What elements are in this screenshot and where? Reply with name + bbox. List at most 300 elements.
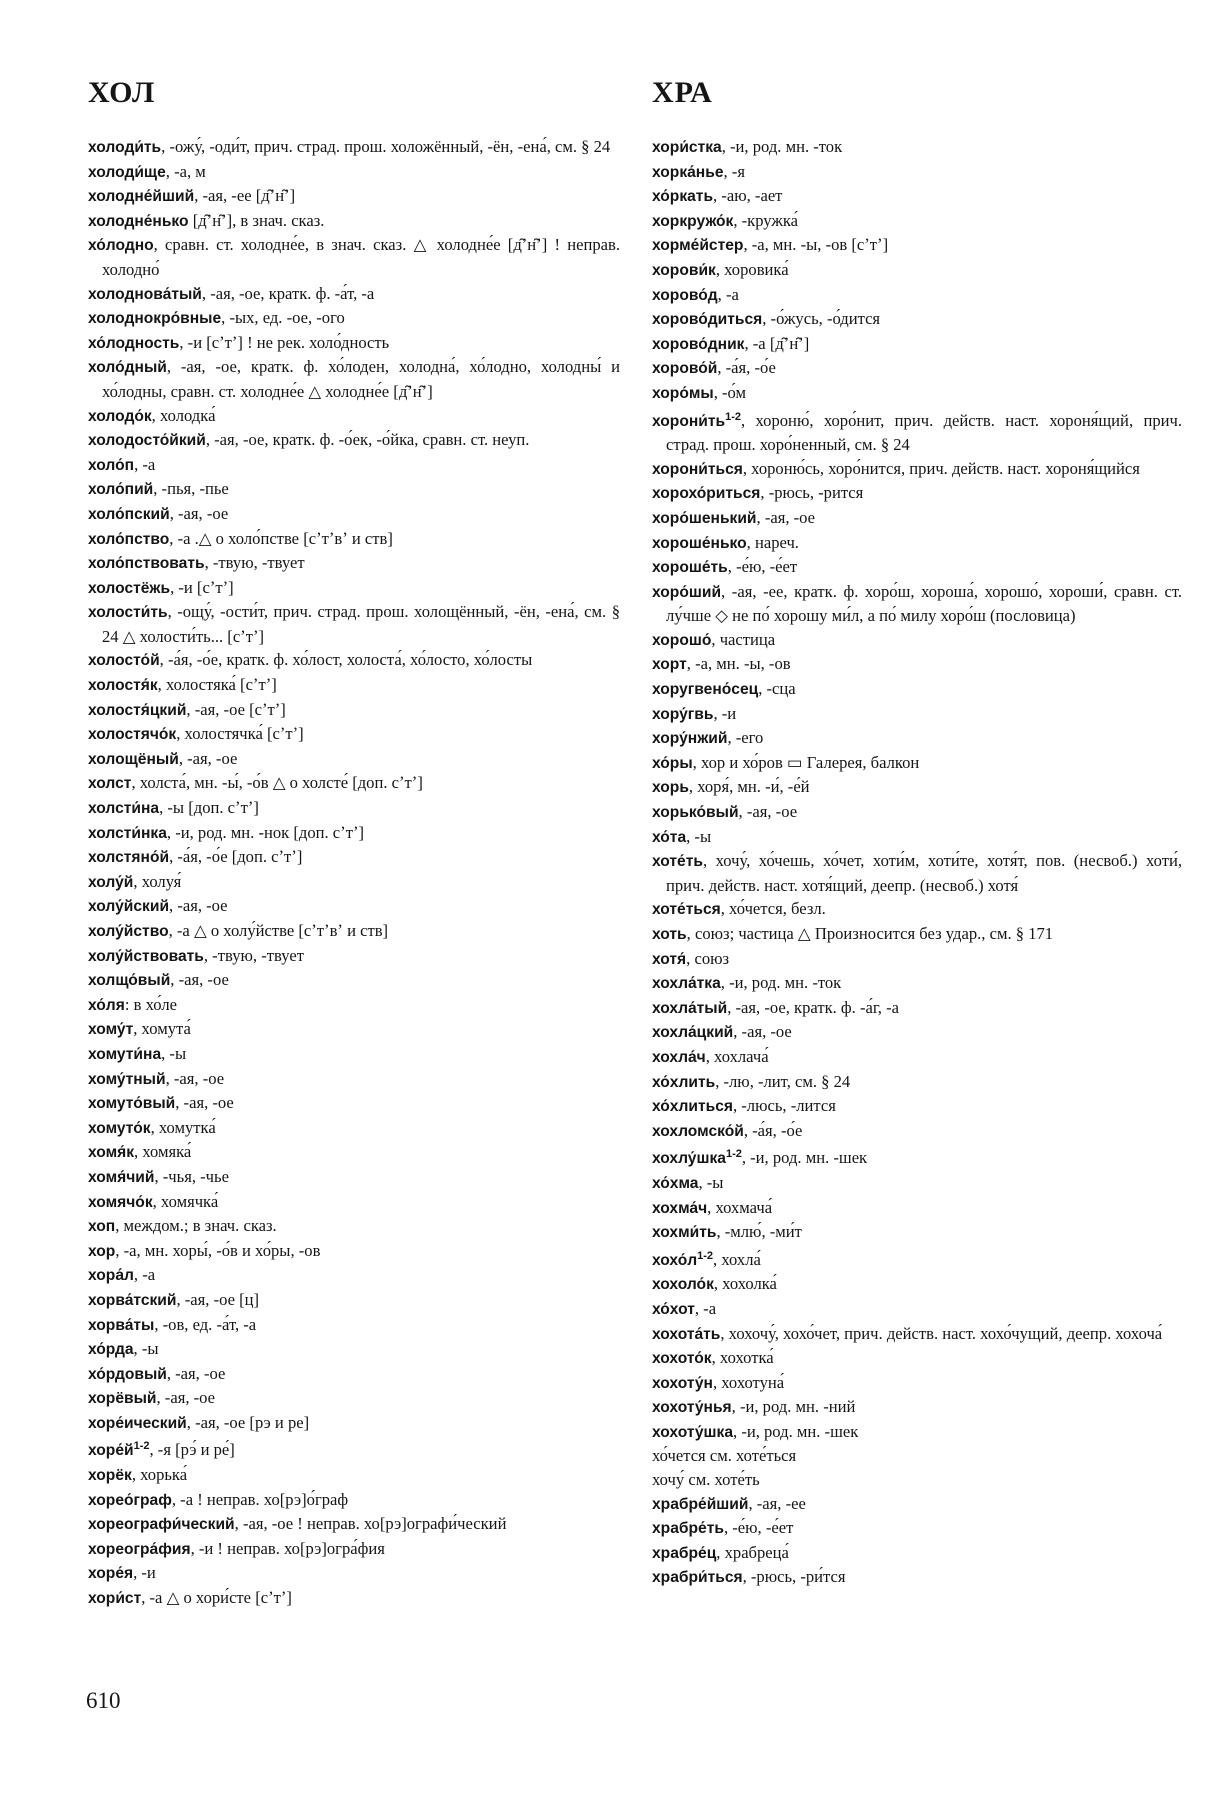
entry-homonym-index: 1-2 bbox=[725, 410, 741, 423]
dictionary-entry bbox=[88, 1512, 620, 1537]
entry-definition: , -и [сʼтʼ] ! не рек. холо́дность bbox=[179, 332, 390, 352]
entry-definition: , -ы bbox=[686, 826, 712, 846]
dictionary-entry bbox=[652, 160, 1182, 185]
dictionary-entry bbox=[88, 1313, 620, 1338]
dictionary-entry bbox=[652, 1346, 1182, 1371]
entry-headword: холодо́к bbox=[88, 407, 152, 425]
entry-headword: хореогра́фия bbox=[88, 1540, 191, 1558]
entry-headword: хохоту́нья bbox=[652, 1399, 732, 1417]
dictionary-entry bbox=[88, 1165, 620, 1190]
entry-headword: хохла́цкий bbox=[652, 1024, 734, 1042]
entry-headword: хоро́шенький bbox=[652, 509, 757, 527]
entry-headword: хо́лодно bbox=[88, 237, 154, 255]
dictionary-entry bbox=[652, 135, 1182, 160]
dictionary-entry bbox=[88, 944, 620, 969]
entry-definition: , нареч. bbox=[746, 532, 799, 552]
dictionary-entry bbox=[88, 1362, 620, 1387]
entry-headword: хорка́нье bbox=[652, 163, 724, 181]
entry-headword: холоди́ще bbox=[88, 163, 166, 181]
entry-definition: хочу́ см. хоте́ть bbox=[652, 1470, 760, 1490]
entry-definition: , -а́я, -о́е bbox=[743, 1120, 803, 1140]
dictionary-entry bbox=[652, 332, 1182, 357]
entry-headword: холощёный bbox=[88, 750, 179, 768]
entry-definition: , -рюсь, -рится bbox=[760, 483, 864, 503]
entry-definition: : в хо́ле bbox=[124, 994, 177, 1014]
entry-headword: хомуто́вый bbox=[88, 1095, 176, 1113]
entry-definition: , -а △ о хори́сте [сʼтʼ] bbox=[141, 1588, 292, 1608]
entry-headword: хорови́к bbox=[652, 261, 716, 279]
dictionary-entry bbox=[88, 821, 620, 846]
dictionary-entry bbox=[88, 1488, 620, 1513]
dictionary-entry bbox=[652, 1220, 1182, 1245]
entry-headword: холостячо́к bbox=[88, 726, 177, 744]
entry-definition: , -ая, -ое ! неправ. хо[рэ]ографи́ческий bbox=[234, 1514, 507, 1534]
entry-headword: хорони́ться bbox=[652, 460, 743, 478]
entry-headword: хоре́й bbox=[88, 1442, 134, 1460]
entry-headword: хоть bbox=[652, 926, 687, 943]
entry-definition: , хохочу́, хохо́чет, прич. действ. наст. хохо́чущий, деепр. хохоча́ bbox=[720, 1323, 1163, 1343]
entry-definition: , холостяка́ [сʼтʼ] bbox=[157, 675, 277, 695]
dictionary-entry bbox=[652, 800, 1182, 825]
entry-definition: , -ы [доп. сʼтʼ] bbox=[159, 798, 259, 818]
entry-definition: , -а ! неправ. хо[рэ]о́граф bbox=[171, 1489, 349, 1509]
entry-headword: холу́йствовать bbox=[88, 947, 204, 965]
entry-headword: хо́хлить bbox=[652, 1073, 716, 1091]
entry-definition: , -ая, -ее [д̑ʼн̑ʼ] bbox=[194, 186, 296, 206]
entry-definition: , хохмача́ bbox=[707, 1197, 773, 1217]
dictionary-entry bbox=[88, 1386, 620, 1411]
entry-headword: холоднокро́вные bbox=[88, 310, 222, 328]
entry-headword: хорово́д bbox=[652, 286, 718, 304]
dictionary-entry bbox=[652, 555, 1182, 580]
entry-headword: холостя́к bbox=[88, 677, 158, 695]
dictionary-entry bbox=[88, 282, 620, 307]
dictionary-entry bbox=[652, 1420, 1182, 1445]
entry-headword: хо́ля bbox=[88, 996, 125, 1014]
dictionary-entry bbox=[652, 209, 1182, 234]
entry-headword: хотя́ bbox=[652, 950, 687, 968]
entry-headword: хо́та bbox=[652, 828, 687, 846]
entry-definition: [д̑ʼн̑ʼ], в знач. сказ. bbox=[188, 210, 325, 230]
dictionary-entry bbox=[652, 184, 1182, 209]
entry-definition: , -а bbox=[133, 1265, 156, 1285]
entry-homonym-index: 1-2 bbox=[697, 1249, 714, 1262]
entry-definition: , -а [д̑ʼн̑ʼ] bbox=[744, 333, 810, 353]
dictionary-entry bbox=[88, 233, 620, 281]
entry-definition: , -ая, -ое bbox=[175, 1093, 234, 1113]
entry-definition: , -а́я, -о́е [доп. сʼтʼ] bbox=[169, 847, 303, 867]
entry-definition: , холодка́ bbox=[151, 405, 216, 425]
dictionary-entry bbox=[652, 233, 1182, 258]
entry-headword: холодне́йший bbox=[88, 188, 195, 206]
entry-definition: , -а, мн. -ы, -ов [сʼтʼ] bbox=[743, 235, 889, 255]
entry-definition: , -и bbox=[133, 1563, 156, 1583]
entry-definition: , -е́ю, -е́ет bbox=[723, 1518, 794, 1538]
dictionary-entry bbox=[652, 897, 1182, 922]
entry-headword: хохла́тый bbox=[652, 999, 728, 1017]
dictionary-entry bbox=[652, 1045, 1182, 1070]
entry-definition: , -ых, ед. -ое, -ого bbox=[221, 308, 345, 328]
dictionary-entry bbox=[88, 796, 620, 821]
dictionary-entry bbox=[88, 1586, 620, 1611]
entry-headword: храбри́ться bbox=[652, 1569, 743, 1587]
entry-headword: хохо́л bbox=[652, 1251, 698, 1269]
entry-headword: хорёк bbox=[88, 1467, 132, 1485]
entry-definition: , -о́жусь, -о́дится bbox=[762, 309, 881, 329]
dictionary-entry bbox=[652, 1245, 1182, 1273]
left-column bbox=[88, 135, 620, 1611]
entry-headword: холо́пский bbox=[88, 505, 170, 523]
entry-headword: хоте́ть bbox=[652, 853, 703, 871]
entry-definition: , -я bbox=[723, 161, 745, 181]
entry-definition: , частица bbox=[711, 629, 776, 649]
entry-headword: холо́п bbox=[88, 456, 135, 474]
entry-definition: , -я [рэ́ и ре́] bbox=[149, 1440, 235, 1460]
entry-headword: холу́й bbox=[88, 873, 134, 891]
dictionary-entry bbox=[88, 1214, 620, 1239]
dictionary-entry bbox=[88, 502, 620, 527]
dictionary-entry bbox=[88, 1017, 620, 1042]
dictionary-entry bbox=[88, 1116, 620, 1141]
dictionary-entry bbox=[88, 1463, 620, 1488]
entry-definition: , хор и хо́ров ▭ Галерея, балкон bbox=[692, 752, 920, 772]
dictionary-entry bbox=[88, 993, 620, 1018]
dictionary-entry bbox=[652, 1020, 1182, 1045]
entry-definition: , -его bbox=[727, 728, 764, 748]
entry-definition: , -ая, -ее, кратк. ф. хоро́ш, хороша́, хорошо́, хороши́, сравн. ст. лу́чше ◇ не по́ хорошу ми́л, а по́ милу хоро́ш (пословица) bbox=[666, 581, 1182, 626]
entry-headword: хорео́граф bbox=[88, 1491, 172, 1509]
running-head-right: ХРА bbox=[652, 76, 713, 109]
entry-definition: , -твую, -твует bbox=[203, 945, 304, 965]
entry-headword: хорт bbox=[652, 656, 687, 674]
entry-headword: хоте́ться bbox=[652, 901, 721, 919]
dictionary-entry bbox=[88, 184, 620, 209]
entry-headword: хохото́к bbox=[652, 1350, 712, 1368]
entry-definition: , -а́я, -о́е, кратк. ф. хо́лост, холоста́, хо́лосто, хо́лосты bbox=[159, 650, 533, 670]
dictionary-entry bbox=[88, 576, 620, 601]
entry-definition: , хомутка́ bbox=[150, 1117, 216, 1137]
dictionary-entry bbox=[88, 306, 620, 331]
entry-definition: , -а́я, -о́е bbox=[717, 358, 776, 378]
entry-headword: хори́стка bbox=[652, 139, 722, 156]
entry-definition: , -а bbox=[134, 454, 156, 474]
dictionary-entry bbox=[652, 258, 1182, 283]
entry-headword: хора́л bbox=[88, 1267, 134, 1285]
right-column bbox=[652, 135, 1182, 1590]
entry-definition: , -ожу́, -оди́т, прич. страд. прош. холожённый, -ён, -ена́, см. § 24 bbox=[161, 137, 611, 156]
entry-definition: , хомяка́ bbox=[134, 1142, 192, 1162]
entry-definition: , -чья, -чье bbox=[154, 1166, 229, 1186]
entry-definition: , -ая, -ое [сʼтʼ] bbox=[186, 699, 286, 719]
entry-definition: , сравн. ст. холодне́е, в знач. сказ. △ холодне́е [д̑ʼн̑ʼ] ! неправ. холодно́ bbox=[102, 235, 620, 279]
dictionary-entry bbox=[652, 307, 1182, 332]
entry-headword: храбре́ц bbox=[652, 1544, 717, 1562]
entry-headword: хохма́ч bbox=[652, 1199, 708, 1217]
entry-headword: хомуто́к bbox=[88, 1119, 151, 1137]
dictionary-entry bbox=[88, 1435, 620, 1463]
dictionary-entry bbox=[652, 1119, 1182, 1144]
entry-definition: , -твую, -твует bbox=[204, 553, 305, 573]
entry-definition: , -аю, -ает bbox=[713, 186, 783, 206]
entry-headword: хорько́вый bbox=[652, 804, 739, 822]
entry-definition: , хохотка́ bbox=[711, 1348, 774, 1368]
dictionary-entry bbox=[88, 355, 620, 403]
entry-headword: хорва́тский bbox=[88, 1291, 177, 1309]
entry-definition: , -ощу́, -ости́т, прич. страд. прош. холощённый, -ён, -ена́, см. § 24 △ холости́ть... [сʼтʼ] bbox=[102, 602, 620, 646]
entry-headword: хохломско́й bbox=[652, 1122, 744, 1140]
dictionary-entry bbox=[88, 135, 620, 160]
entry-definition: , -ая, -ое, кратк. ф. -а́г, -а bbox=[727, 997, 899, 1017]
entry-headword: хохоту́н bbox=[652, 1374, 713, 1392]
entry-headword: холосто́й bbox=[88, 652, 160, 670]
dictionary-entry bbox=[88, 1190, 620, 1215]
entry-headword: хо́рда bbox=[88, 1341, 134, 1359]
entry-headword: холостя́цкий bbox=[88, 701, 187, 719]
entry-headword: хохла́ч bbox=[652, 1048, 706, 1066]
entry-definition: , -а, мн. -ы, -ов bbox=[686, 654, 791, 674]
entry-headword: холо́пствовать bbox=[88, 555, 205, 573]
dictionary-entry bbox=[652, 652, 1182, 677]
entry-definition: , хохотуна́ bbox=[712, 1372, 785, 1392]
entry-headword: хомути́на bbox=[88, 1045, 162, 1063]
entry-headword: хорово́дник bbox=[652, 335, 745, 353]
dictionary-entry bbox=[652, 1541, 1182, 1566]
dictionary-entry bbox=[652, 1143, 1182, 1171]
dictionary-entry bbox=[652, 1272, 1182, 1297]
entry-definition: , холста́, мн. -ы́, -о́в △ о холсте́ [доп. сʼтʼ] bbox=[131, 773, 423, 793]
dictionary-entry bbox=[88, 404, 620, 429]
entry-headword: хорва́ты bbox=[88, 1316, 155, 1334]
entry-definition: , -ая, -ое bbox=[169, 896, 228, 916]
dictionary-entry bbox=[652, 628, 1182, 653]
dictionary-entry bbox=[88, 1263, 620, 1288]
dictionary-entry bbox=[88, 648, 620, 673]
entry-definition: , хороню́сь, хоро́нится, прич. действ. наст. хороня́щийся bbox=[742, 458, 1140, 478]
dictionary-entry bbox=[88, 771, 620, 796]
dictionary-entry bbox=[652, 702, 1182, 727]
entry-headword: холст bbox=[88, 775, 132, 793]
dictionary-entry bbox=[652, 406, 1182, 457]
dictionary-entry bbox=[652, 825, 1182, 850]
entry-headword: холщо́вый bbox=[88, 972, 171, 990]
dictionary-entry bbox=[652, 775, 1182, 800]
entry-headword: хоругвено́сец bbox=[652, 681, 759, 699]
dictionary-entry bbox=[652, 481, 1182, 506]
entry-headword: хомя́к bbox=[88, 1144, 135, 1162]
entry-definition: , -е́ю, -е́ет bbox=[727, 557, 798, 577]
entry-headword: хорошо́ bbox=[652, 631, 712, 649]
dictionary-entry bbox=[652, 1094, 1182, 1119]
entry-headword: хоро́ший bbox=[652, 583, 722, 601]
entry-headword: хоп bbox=[88, 1218, 116, 1236]
entry-definition: , хорька́ bbox=[131, 1465, 188, 1485]
entry-definition: , -ая, -ое bbox=[170, 970, 229, 990]
entry-headword: хохлу́шка bbox=[652, 1150, 726, 1168]
entry-definition: , -а, мн. хоры́, -о́в и хо́ры, -ов bbox=[115, 1240, 321, 1260]
dictionary-entry bbox=[652, 506, 1182, 531]
entry-definition: , -и bbox=[713, 703, 737, 723]
entry-definition: , -млю́, -ми́т bbox=[716, 1222, 802, 1242]
entry-headword: холо́пий bbox=[88, 481, 154, 499]
entry-definition: , -и, род. мн. -ток bbox=[721, 137, 843, 156]
entry-definition: , -ая, -ое bbox=[156, 1388, 216, 1408]
entry-headword: холсти́нка bbox=[88, 824, 167, 842]
entry-headword: хорохо́риться bbox=[652, 485, 761, 503]
dictionary-entry bbox=[652, 457, 1182, 482]
entry-homonym-index: 1-2 bbox=[725, 1148, 742, 1161]
entry-definition: , -о́м bbox=[713, 382, 747, 402]
dictionary-entry bbox=[652, 1171, 1182, 1196]
entry-definition: , хоровика́ bbox=[715, 259, 789, 279]
dictionary-entry bbox=[652, 1444, 1182, 1468]
entry-definition: , -ая, -ое bbox=[166, 1363, 226, 1383]
entry-headword: хохми́ть bbox=[652, 1224, 717, 1242]
entry-definition: , холуя́ bbox=[133, 871, 182, 891]
entry-definition: хо́чется см. хоте́ться bbox=[652, 1446, 797, 1466]
entry-definition: , холостячка́ [сʼтʼ] bbox=[176, 724, 304, 744]
entry-headword: холоднова́тый bbox=[88, 285, 202, 303]
dictionary-entry bbox=[88, 1042, 620, 1067]
entry-definition: , -ая, -ое bbox=[169, 503, 229, 523]
entry-definition: , -рюсь, -ри́тся bbox=[742, 1567, 846, 1587]
entry-headword: хохла́тка bbox=[652, 975, 721, 993]
entry-headword: хохоту́шка bbox=[652, 1423, 734, 1441]
entry-definition: , -и, род. мн. -шек bbox=[741, 1148, 868, 1168]
entry-headword: холоди́ть bbox=[88, 139, 162, 156]
entry-definition: , -ов, ед. -а́т, -а bbox=[154, 1314, 257, 1334]
entry-headword: холости́ть bbox=[88, 604, 168, 622]
entry-headword: хо́хма bbox=[652, 1174, 699, 1192]
dictionary-entry bbox=[88, 894, 620, 919]
dictionary-entry bbox=[88, 1537, 620, 1562]
entry-definition: , -ая, -ое bbox=[178, 748, 238, 768]
entry-definition: , -сца bbox=[758, 679, 796, 699]
dictionary-entry bbox=[652, 849, 1182, 897]
entry-headword: хоре́ический bbox=[88, 1414, 187, 1432]
dictionary-entry bbox=[88, 919, 620, 944]
entry-headword: храбре́ть bbox=[652, 1520, 724, 1538]
entry-headword: хорёвый bbox=[88, 1390, 157, 1408]
entry-definition: , -люсь, -лится bbox=[732, 1096, 836, 1116]
entry-definition: , -ая, -ое bbox=[756, 507, 816, 527]
entry-headword: хору́гвь bbox=[652, 705, 714, 723]
dictionary-entry bbox=[652, 1565, 1182, 1590]
entry-headword: хоркружо́к bbox=[652, 212, 734, 230]
running-head-left: ХОЛ bbox=[88, 76, 156, 109]
dictionary-entry bbox=[88, 1561, 620, 1586]
dictionary-entry bbox=[652, 971, 1182, 996]
entry-definition: , -и, род. мн. -ток bbox=[720, 973, 842, 993]
entry-definition: , хочу́, хо́чешь, хо́чет, хоти́м, хоти́те, хотя́т, пов. (несвоб.) хоти́, прич. действ. наст. хотя́щий, деепр. (несвоб.) хотя́ bbox=[666, 851, 1182, 895]
entry-headword: хореографи́ческий bbox=[88, 1516, 235, 1534]
entry-headword: хому́тный bbox=[88, 1070, 166, 1088]
dictionary-entry bbox=[88, 160, 620, 185]
dictionary-entry bbox=[652, 356, 1182, 381]
entry-definition: , -а bbox=[717, 284, 739, 304]
entry-definition: , -ы bbox=[133, 1339, 159, 1359]
dictionary-entry bbox=[88, 870, 620, 895]
dictionary-entry bbox=[88, 698, 620, 723]
entry-headword: холодне́нько bbox=[88, 212, 189, 230]
entry-headword: хомячо́к bbox=[88, 1193, 153, 1211]
entry-definition: , междом.; в знач. сказ. bbox=[115, 1216, 277, 1236]
entry-definition: , хохлача́ bbox=[705, 1046, 769, 1066]
entry-headword: хому́т bbox=[88, 1021, 134, 1039]
entry-headword: хорони́ть bbox=[652, 412, 726, 430]
entry-definition: , -и, род. мн. -нок [доп. сʼтʼ] bbox=[166, 822, 365, 842]
entry-definition: , хороню́, хоро́нит, прич. действ. наст. хороня́щий, прич. страд. прош. хоро́ненный, см. § 24 bbox=[666, 410, 1182, 455]
entry-definition: , хомячка́ bbox=[152, 1191, 219, 1211]
entry-definition: , -и ! неправ. хо[рэ]огра́фия bbox=[190, 1538, 385, 1558]
dictionary-entry bbox=[88, 453, 620, 478]
entry-headword: хор bbox=[88, 1242, 116, 1260]
entry-headword: хорь bbox=[652, 779, 689, 797]
dictionary-entry bbox=[88, 600, 620, 648]
entry-headword: холо́дный bbox=[88, 359, 167, 377]
dictionary-entry bbox=[88, 428, 620, 453]
entry-headword: холсти́на bbox=[88, 800, 160, 818]
dictionary-entry bbox=[88, 1067, 620, 1092]
dictionary-entry bbox=[652, 531, 1182, 556]
dictionary-entry bbox=[652, 1468, 1182, 1492]
entry-definition: , хоря́, мн. -и́, -е́й bbox=[688, 777, 810, 797]
entry-headword: хороше́ть bbox=[652, 559, 728, 577]
entry-headword: хори́ст bbox=[88, 1590, 142, 1608]
dictionary-entry bbox=[652, 1371, 1182, 1396]
entry-headword: холодосто́йкий bbox=[88, 432, 206, 450]
dictionary-entry bbox=[652, 580, 1182, 628]
entry-headword: хохоло́к bbox=[652, 1276, 714, 1294]
entry-definition: , -ая, -ое [ц] bbox=[176, 1289, 260, 1309]
dictionary-entry bbox=[652, 1395, 1182, 1420]
dictionary-entry bbox=[88, 968, 620, 993]
entry-definition: , -ая, -ое, кратк. ф. -о́ек, -о́йка, сравн. ст. неуп. bbox=[205, 430, 530, 450]
entry-headword: храбре́йший bbox=[652, 1495, 749, 1513]
entry-headword: холстяно́й bbox=[88, 849, 170, 867]
dictionary-entry bbox=[652, 1492, 1182, 1517]
dictionary-entry bbox=[652, 1297, 1182, 1322]
entry-definition: , -и [сʼтʼ] bbox=[170, 577, 234, 597]
dictionary-entry bbox=[652, 1516, 1182, 1541]
dictionary-entry bbox=[88, 747, 620, 772]
entry-headword: холостёжь bbox=[88, 579, 171, 597]
entry-definition: , -ая, -ее bbox=[748, 1493, 806, 1513]
dictionary-entry bbox=[652, 1070, 1182, 1095]
dictionary-entry bbox=[652, 677, 1182, 702]
dictionary-entry bbox=[88, 1337, 620, 1362]
entry-headword: хоро́мы bbox=[652, 384, 714, 402]
entry-definition: , -лю, -лит, см. § 24 bbox=[715, 1071, 851, 1091]
dictionary-entry bbox=[652, 922, 1182, 947]
dictionary-entry bbox=[88, 722, 620, 747]
entry-headword: холо́пство bbox=[88, 530, 170, 548]
entry-definition: , -ая, -ое [рэ и ре] bbox=[186, 1412, 310, 1432]
entry-definition: , союз; частица △ Произносится без удар., см. § 171 bbox=[686, 924, 1054, 943]
dictionary-entry bbox=[88, 1091, 620, 1116]
dictionary-entry bbox=[88, 209, 620, 234]
entry-headword: хо́хлиться bbox=[652, 1098, 733, 1116]
entry-definition: , -ая, -ое bbox=[165, 1068, 225, 1088]
entry-headword: хоре́я bbox=[88, 1565, 134, 1583]
entry-headword: хо́хот bbox=[652, 1300, 695, 1318]
dictionary-entry bbox=[652, 283, 1182, 308]
entry-definition: , храбреца́ bbox=[716, 1542, 789, 1562]
entry-definition: , -ая, -ое, кратк. ф. хо́лоден, холодна́, хо́лодно, холодны́ и хо́лодны, сравн. ст. холодне́е △ холодне́е [д̑ʼн̑ʼ] bbox=[102, 357, 620, 401]
entry-headword: хору́нжий bbox=[652, 730, 728, 748]
entry-definition: , союз bbox=[686, 948, 730, 968]
entry-definition: , -а, м bbox=[165, 161, 206, 181]
dictionary-entry bbox=[652, 1322, 1182, 1347]
